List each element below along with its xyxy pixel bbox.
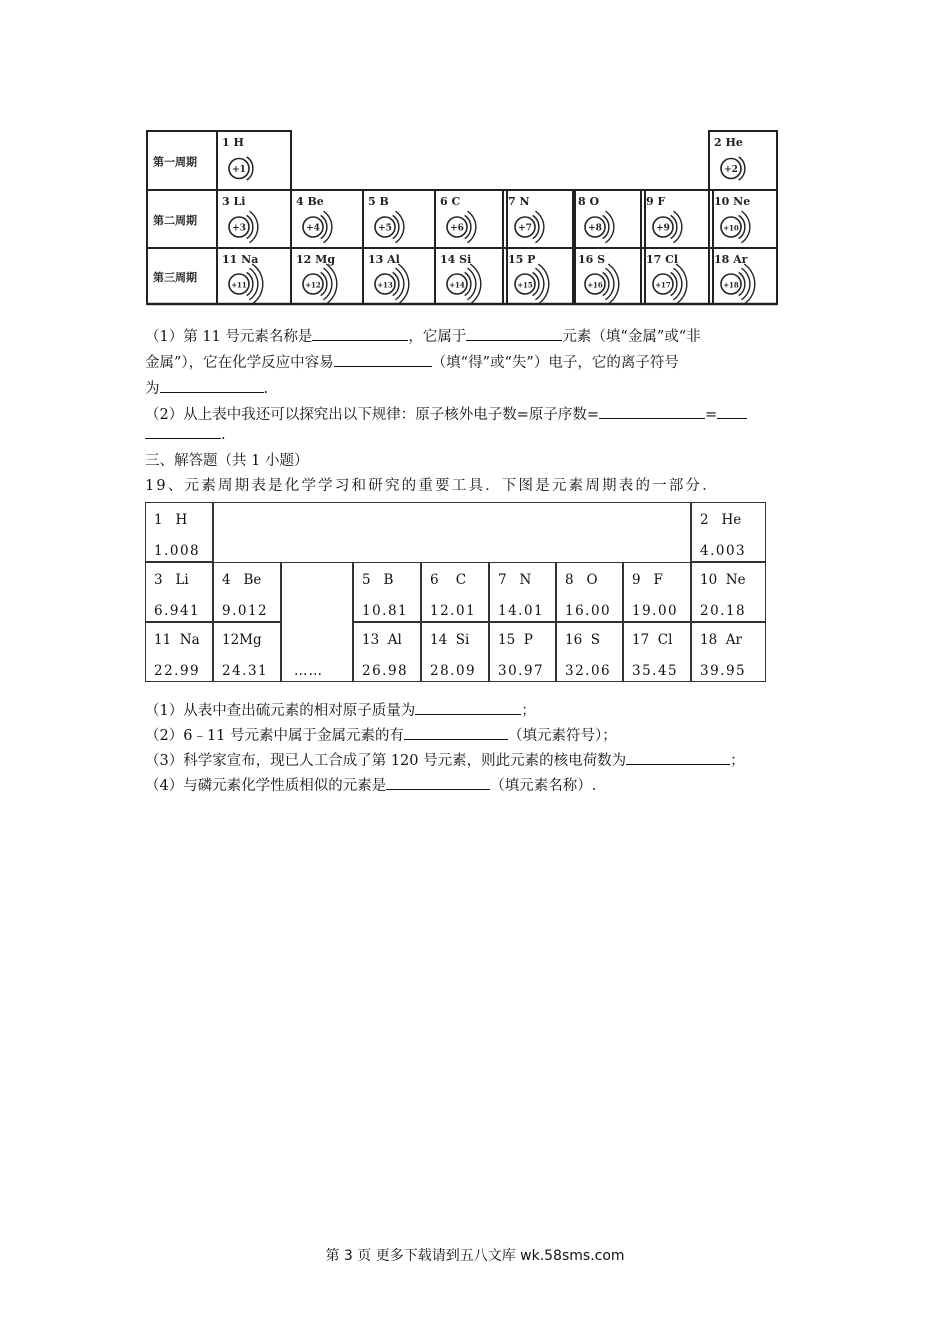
q1-blank-type[interactable] — [466, 326, 562, 341]
nuclear-charge: +15 — [517, 280, 533, 290]
element-label: 14 Si — [440, 253, 472, 266]
question-1-line-2 — [145, 352, 679, 373]
sq3-blank[interactable] — [626, 750, 730, 765]
q2-text-c: . — [221, 427, 226, 443]
atomic-mass: 20.18 — [700, 603, 747, 619]
nuclear-charge: +1 — [232, 165, 246, 175]
sq1-tail: ； — [521, 703, 536, 719]
nuclear-charge: +12 — [305, 280, 321, 290]
electron-shell-arc — [395, 268, 403, 300]
nuclear-charge: +18 — [723, 280, 739, 290]
q1-text-d: 金属”），它在化学反应中容易 — [145, 355, 334, 371]
nuclear-charge: +14 — [449, 280, 465, 290]
electron-shell-arc — [741, 211, 749, 243]
sq4-blank[interactable] — [386, 775, 490, 790]
electron-shell-arc — [323, 268, 331, 300]
element-number-symbol: 2 He — [700, 512, 742, 528]
electron-shell-arc — [535, 211, 543, 243]
element-cell — [623, 562, 691, 622]
element-number-symbol: 10 Ne — [700, 572, 746, 588]
element-cell — [145, 622, 213, 682]
q1-blank-name[interactable] — [312, 326, 408, 341]
section-3-heading: 三、解答题（共 1 小题） — [145, 453, 309, 469]
element-number-symbol: 5 B — [362, 572, 394, 588]
atomic-mass: 39.95 — [700, 663, 747, 679]
nuclear-charge: +13 — [377, 280, 393, 290]
ellipsis-cell — [281, 562, 353, 682]
atomic-structure-table — [145, 128, 778, 306]
sq2-text: （2）6﹣11 号元素中属于金属元素的有 — [145, 728, 405, 744]
nuclear-charge: +2 — [724, 165, 738, 175]
electron-shell-arc — [467, 268, 475, 300]
ellipsis-text: …… — [294, 663, 323, 679]
element-number-symbol: 15 P — [498, 632, 533, 648]
element-label: 3 Li — [222, 195, 246, 208]
question-19-stem: 19、元素周期表是化学学习和研究的重要工具．下图是元素周期表的一部分． — [145, 478, 719, 494]
atomic-mass: 14.01 — [498, 603, 545, 619]
sq4-tail: （填元素名称）. — [490, 778, 597, 794]
atomic-mass: 12.01 — [430, 603, 477, 619]
element-label: 2 He — [714, 136, 743, 149]
q1-text-e: （填“得”或“失”）电子，它的离子符号 — [431, 355, 679, 371]
sq3-tail: ； — [730, 753, 745, 769]
element-number-symbol: 7 N — [498, 572, 532, 588]
element-number-symbol: 4 Be — [222, 572, 262, 588]
atomic-mass: 4.003 — [700, 543, 747, 559]
element-number-symbol: 8 O — [565, 572, 598, 588]
atomic-mass: 24.31 — [222, 663, 269, 679]
sub-question-4 — [145, 775, 596, 796]
element-label: 16 S — [578, 253, 606, 266]
atomic-mass: 9.012 — [222, 603, 269, 619]
element-label: 10 Ne — [714, 195, 751, 208]
nuclear-charge: +4 — [306, 223, 320, 234]
element-label: 4 Be — [296, 195, 324, 208]
element-number-symbol: 12Mg — [222, 632, 262, 648]
atomic-mass: 30.97 — [498, 663, 545, 679]
sq1-blank[interactable] — [415, 700, 521, 715]
question-1-line-1 — [145, 326, 701, 347]
q2-blank-2a[interactable] — [717, 404, 747, 419]
element-label: 6 C — [440, 195, 461, 208]
element-cell — [353, 622, 421, 682]
nuclear-charge: +17 — [655, 280, 671, 290]
element-label: 11 Na — [222, 253, 259, 266]
electron-shell-arc — [249, 211, 257, 243]
sq2-blank[interactable] — [404, 725, 508, 740]
atomic-mass: 19.00 — [632, 603, 679, 619]
nuclear-charge: +5 — [378, 223, 392, 234]
nuclear-charge: +7 — [518, 223, 532, 234]
question-2-line-2 — [145, 424, 226, 445]
element-label: 7 N — [508, 195, 530, 208]
sub-question-3 — [145, 750, 745, 771]
element-label: 17 Cl — [646, 253, 679, 266]
element-cell — [556, 562, 623, 622]
sq3-text: （3）科学家宣布，现已人工合成了第 120 号元素，则此元素的核电荷数为 — [145, 753, 627, 769]
element-cell — [213, 622, 281, 682]
electron-shell-arc — [535, 268, 543, 300]
element-cell — [145, 502, 213, 562]
q1-blank-ion[interactable] — [160, 378, 264, 393]
question-1-line-3 — [145, 378, 268, 399]
nuclear-charge: +3 — [232, 223, 246, 234]
element-number-symbol: 18 Ar — [700, 632, 742, 648]
sq4-text: （4）与磷元素化学性质相似的元素是 — [145, 778, 387, 794]
nuclear-charge: +6 — [450, 223, 464, 234]
element-number-symbol: 1 H — [154, 512, 188, 528]
element-number-symbol: 9 F — [632, 572, 663, 588]
atomic-mass: 6.941 — [154, 603, 201, 619]
sub-question-1 — [145, 700, 536, 721]
periodic-table-part — [145, 502, 766, 682]
electron-shell-arc — [249, 268, 257, 300]
atomic-mass: 26.98 — [362, 663, 409, 679]
element-cell — [489, 622, 556, 682]
period-label: 第二周期 — [153, 214, 197, 227]
element-cell — [691, 622, 766, 682]
q2-blank-2b[interactable] — [145, 424, 221, 439]
atomic-mass: 16.00 — [565, 603, 612, 619]
question-2-line-1 — [145, 404, 747, 425]
element-label: 8 O — [578, 195, 600, 208]
period-label: 第三周期 — [153, 271, 197, 284]
atomic-mass: 32.06 — [565, 663, 612, 679]
element-number-symbol: 14 Si — [430, 632, 470, 648]
q1-blank-gain-lose[interactable] — [334, 352, 432, 367]
atomic-mass: 35.45 — [632, 663, 679, 679]
element-cell — [623, 622, 691, 682]
element-cell — [489, 562, 556, 622]
atomic-mass: 22.99 — [154, 663, 201, 679]
element-cell — [145, 562, 213, 622]
electron-shell-arc — [673, 211, 681, 243]
nuclear-charge: +11 — [231, 280, 247, 290]
element-cell — [353, 562, 421, 622]
element-label: 5 B — [368, 195, 389, 208]
nuclear-charge: +8 — [588, 223, 602, 234]
sq2-tail: （填元素符号）； — [508, 728, 617, 744]
element-label: 13 Al — [368, 253, 400, 266]
electron-shell-arc — [673, 268, 681, 300]
sub-question-2 — [145, 725, 617, 746]
nuclear-charge: +10 — [723, 223, 739, 233]
element-label: 15 P — [508, 253, 536, 266]
q1-text-g: . — [263, 381, 269, 397]
element-number-symbol: 16 S — [565, 632, 601, 648]
electron-shell-arc — [605, 268, 613, 300]
element-label: 18 Ar — [714, 253, 748, 266]
atomic-mass: 10.81 — [362, 603, 409, 619]
page-footer: 第 3 页 更多下载请到五八文库 wk.58sms.com — [325, 1248, 625, 1264]
electron-shell-arc — [323, 211, 331, 243]
element-number-symbol: 17 Cl — [632, 632, 673, 648]
sq1-text: （1）从表中查出硫元素的相对原子质量为 — [145, 703, 416, 719]
element-cell — [556, 622, 623, 682]
nuclear-charge: +16 — [587, 280, 603, 290]
q2-text-a: （2）从上表中我还可以探究出以下规律：原子核外电子数=原子序数= — [145, 407, 600, 423]
q2-text-b: = — [705, 407, 718, 423]
electron-shell-arc — [605, 211, 613, 243]
atomic-mass: 28.09 — [430, 663, 477, 679]
element-cell — [421, 562, 489, 622]
q1-text-b: ，它属于 — [408, 329, 467, 345]
element-cell — [691, 502, 766, 562]
table-gap-frame — [213, 502, 691, 563]
element-cell — [421, 622, 489, 682]
element-label: 1 H — [222, 136, 244, 149]
electron-shell-arc — [741, 268, 749, 300]
element-number-symbol: 3 Li — [154, 572, 189, 588]
q1-text-c: 元素（填“金属”或“非 — [562, 329, 701, 345]
nuclear-charge: +9 — [656, 223, 670, 234]
element-cell — [691, 562, 766, 622]
atomic-mass: 1.008 — [154, 543, 201, 559]
q1-text-f: 为 — [145, 381, 160, 397]
q1-text-a: （1）第 11 号元素名称是 — [145, 329, 313, 345]
q2-blank-1[interactable] — [599, 404, 705, 419]
period-label: 第一周期 — [153, 155, 197, 169]
electron-shell-arc — [467, 211, 475, 243]
element-label: 9 F — [646, 195, 666, 208]
element-cell — [213, 562, 281, 622]
element-number-symbol: 6 C — [430, 572, 467, 588]
element-number-symbol: 13 Al — [362, 632, 402, 648]
element-number-symbol: 11 Na — [154, 632, 200, 648]
electron-shell-arc — [395, 211, 403, 243]
element-label: 12 Mg — [296, 253, 336, 266]
